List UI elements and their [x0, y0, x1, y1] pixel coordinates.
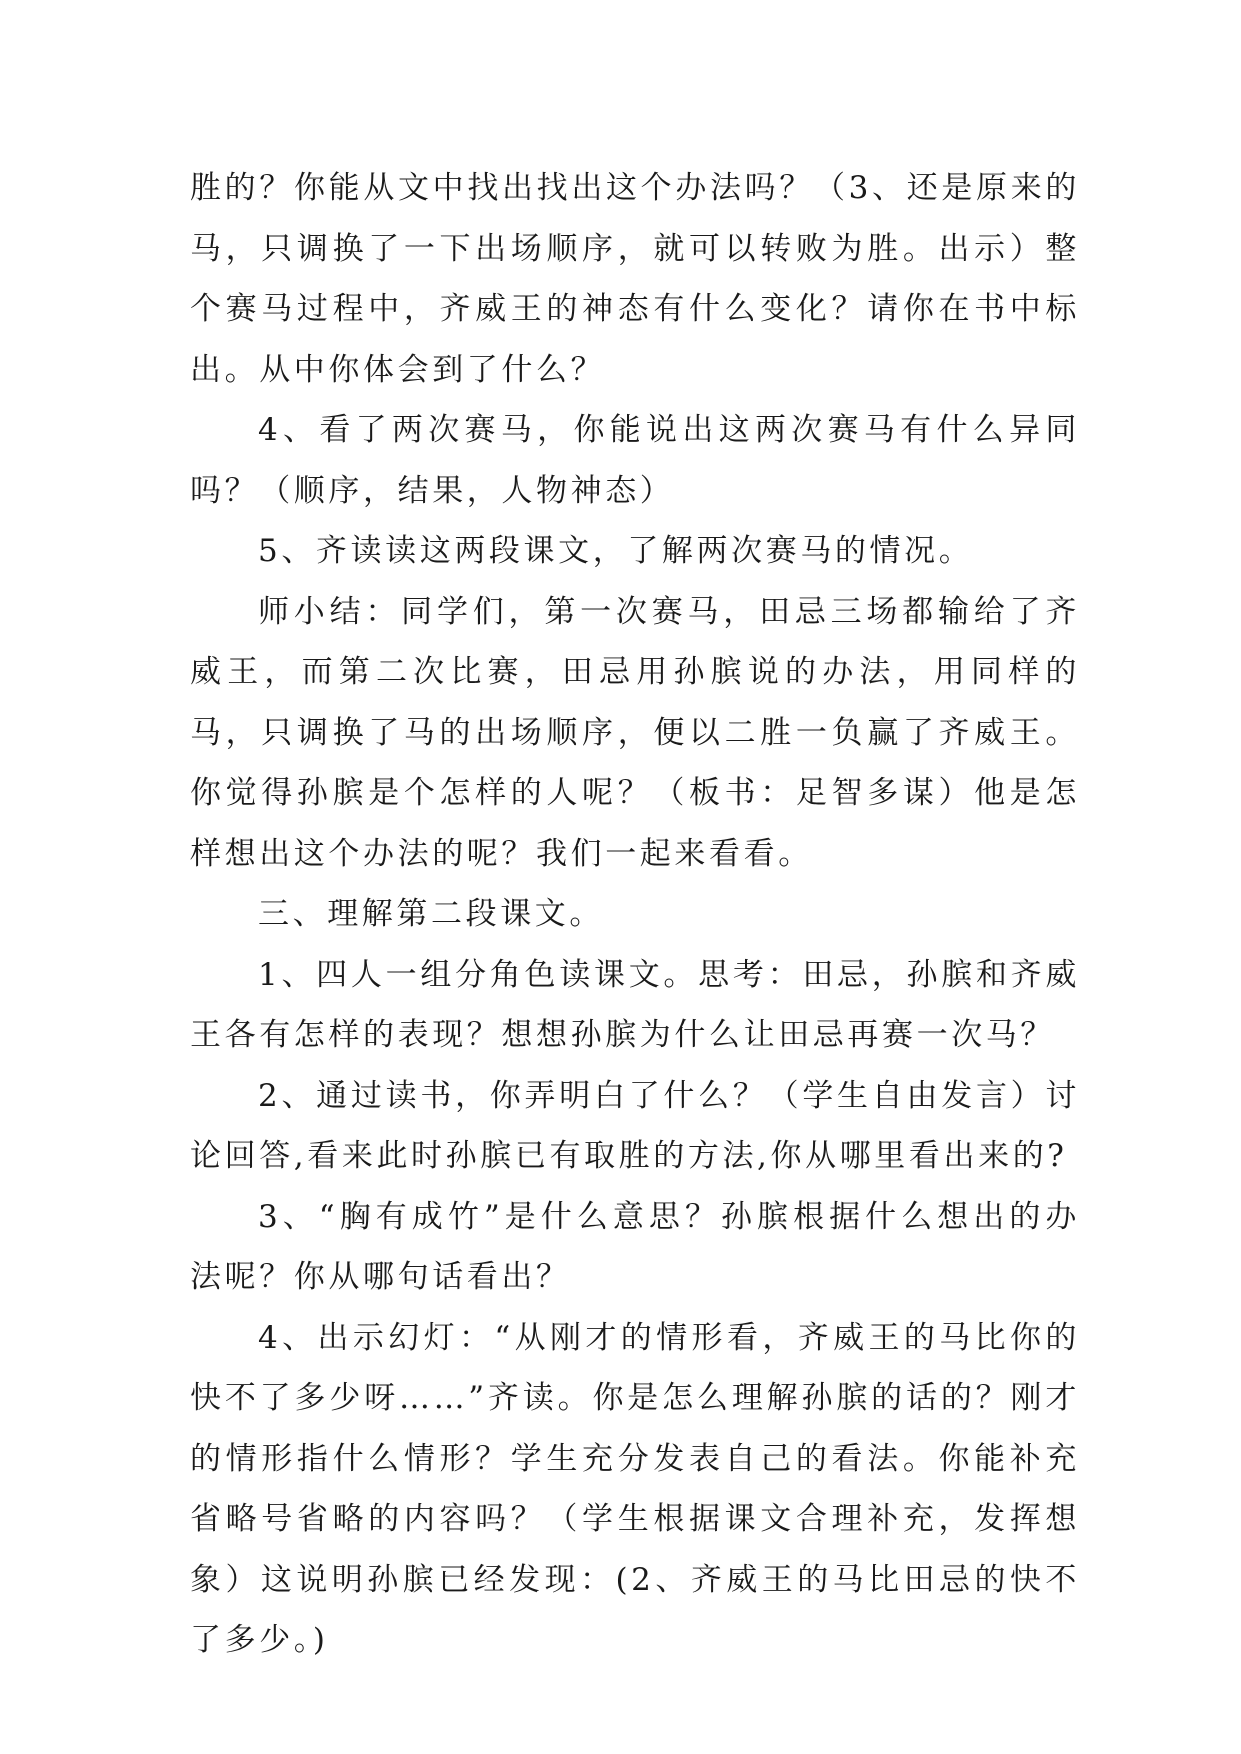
paragraph-4: 师小结：同学们，第一次赛马，田忌三场都输给了齐威王，而第二次比赛，田忌用孙膑说的办法，用同样的马，只调换了马的出场顺序，便以二胜一负赢了齐威王。你觉得孙膑是个怎样的人呢？（板书：足智多谋）他是怎样想出这个办法的呢？我们一起来看看。 — [190, 593, 1080, 872]
section-heading: 三、理解第二段课文。 — [258, 896, 604, 932]
paragraph-7: 2、通过读书，你弄明白了什么？（学生自由发言）讨论回答,看来此时孙膑已有取胜的方法,你从哪里看出来的? — [190, 1077, 1080, 1174]
paragraph-9: 4、出示幻灯：“从刚才的情形看，齐威王的马比你的快不了多少呀……”齐读。你是怎么理解孙膑的话的？刚才的情形指什么情形？学生充分发表自己的看法。你能补充省略号省略的内容吗？（学生根据课文合理补充，发挥想象）这说明孙膑已经发现：(2、齐威王的马比田忌的快不了多少。) — [190, 1319, 1080, 1658]
document-body — [190, 158, 1080, 1671]
paragraph-8: 3、“胸有成竹”是什么意思？孙膑根据什么想出的办法呢？你从哪句话看出？ — [190, 1198, 1080, 1295]
paragraph-2: 4、看了两次赛马，你能说出这两次赛马有什么异同吗？（顺序，结果，人物神态） — [190, 412, 1080, 509]
paragraph-1: 胜的？你能从文中找出找出这个办法吗？（3、还是原来的马，只调换了一下出场顺序，就可以转败为胜。出示）整个赛马过程中，齐威王的神态有什么变化？请你在书中标出。从中你体会到了什么？ — [190, 170, 1080, 388]
paragraph-3: 5、齐读读这两段课文，了解两次赛马的情况。 — [258, 533, 974, 569]
paragraph-6: 1、四人一组分角色读课文。思考：田忌，孙膑和齐威王各有怎样的表现？想想孙膑为什么让田忌再赛一次马？ — [190, 956, 1080, 1053]
